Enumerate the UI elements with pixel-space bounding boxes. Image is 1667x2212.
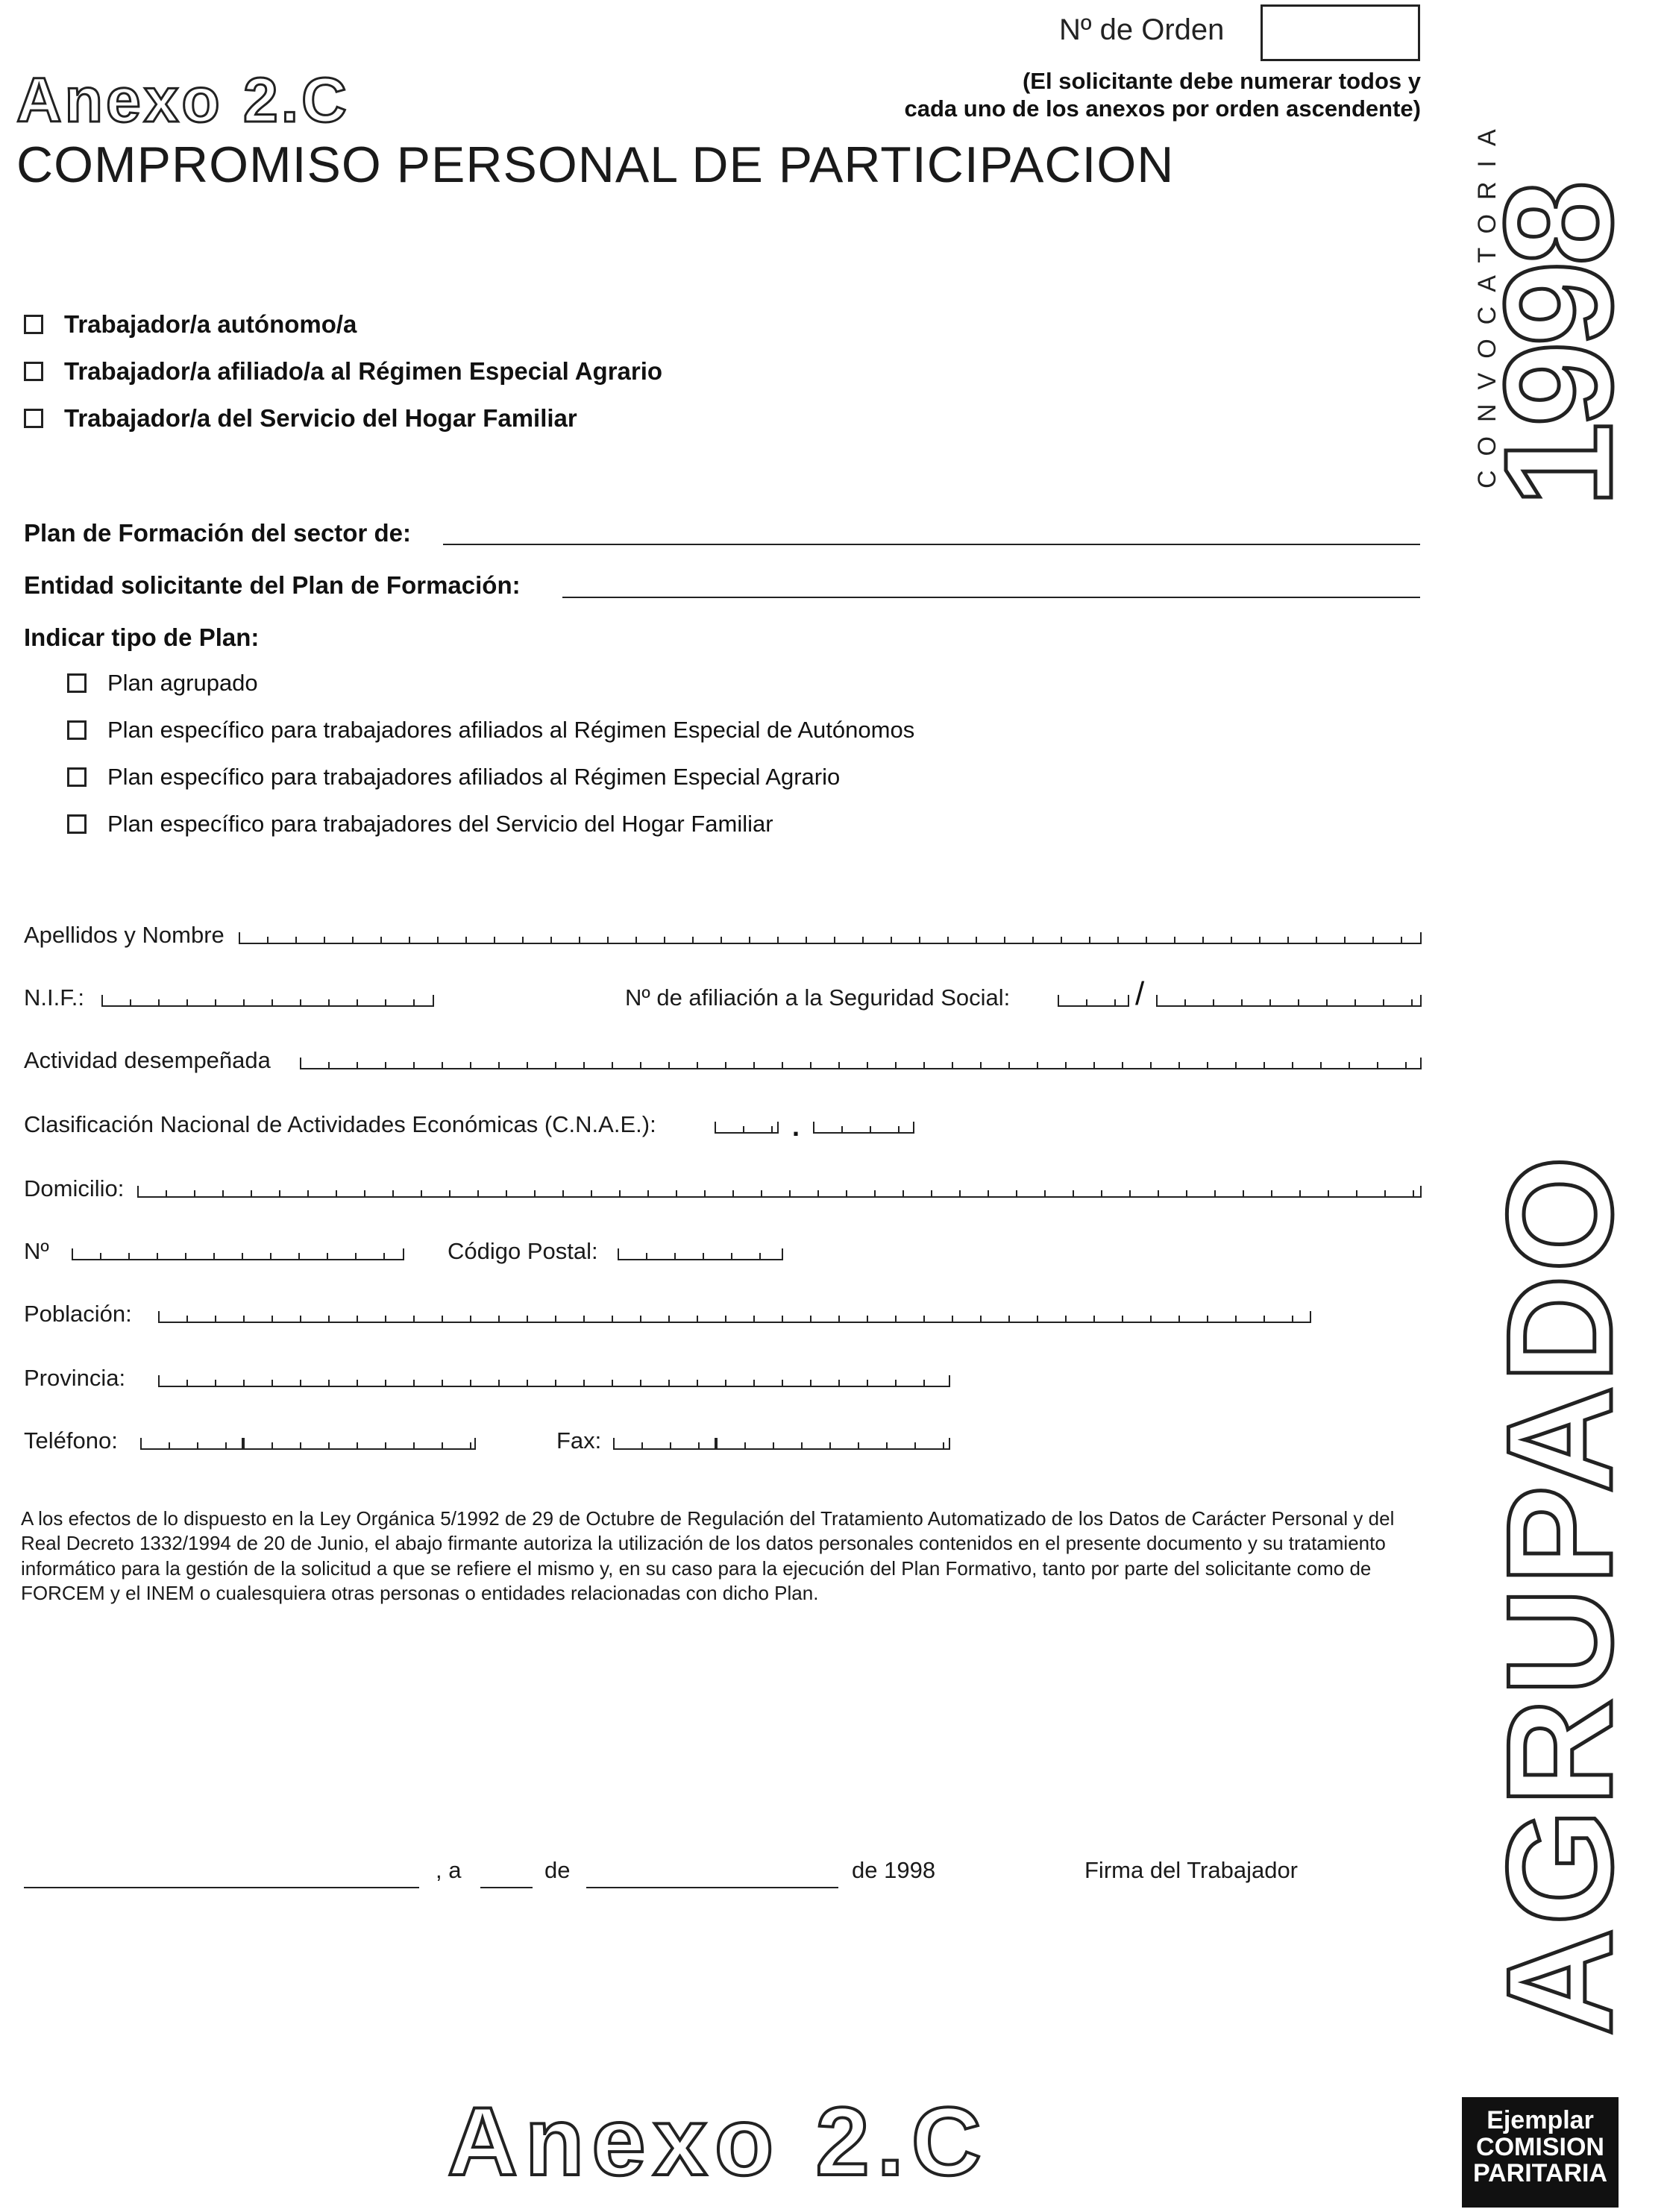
poblacion-label: Población:	[24, 1301, 132, 1327]
afiliacion-label: Nº de afiliación a la Seguridad Social:	[625, 984, 1011, 1011]
plan-option-label: Plan específico para trabajadores del Servicio del Hogar Familiar	[107, 811, 773, 837]
month-input[interactable]	[586, 1887, 838, 1888]
year-text: 1998	[1473, 184, 1626, 507]
telefono-label: Teléfono:	[24, 1427, 118, 1454]
plan-option-autonomos[interactable]	[67, 717, 914, 744]
plan-option-agrario[interactable]	[67, 764, 840, 791]
afiliacion-number-input[interactable]	[1156, 995, 1422, 1007]
worker-type-agrario[interactable]	[24, 357, 662, 386]
entidad-input[interactable]	[562, 597, 1420, 598]
worker-type-label: Trabajador/a afiliado/a al Régimen Especial Agrario	[64, 357, 663, 385]
codigo-postal-input[interactable]	[618, 1248, 783, 1260]
dot-separator: .	[792, 1111, 800, 1142]
plan-option-agrupado[interactable]	[67, 670, 258, 697]
checkbox[interactable]	[67, 720, 87, 740]
checkbox[interactable]	[24, 362, 43, 381]
domicilio-label: Domicilio:	[24, 1175, 125, 1201]
branding-svg	[1447, 0, 1626, 2058]
checkbox[interactable]	[67, 767, 87, 787]
actividad-input[interactable]	[300, 1058, 1422, 1069]
numero-input[interactable]	[72, 1248, 404, 1260]
place-input[interactable]	[24, 1887, 419, 1888]
apellidos-input[interactable]	[239, 932, 1422, 944]
day-input[interactable]	[480, 1887, 533, 1888]
signature-a-label: , a	[436, 1857, 462, 1883]
orden-input[interactable]	[1261, 4, 1420, 61]
cnae-part1-input[interactable]	[715, 1122, 779, 1134]
plan-sector-label: Plan de Formación del sector de:	[24, 519, 411, 547]
fax-number-input[interactable]	[716, 1438, 950, 1450]
domicilio-input[interactable]	[137, 1186, 1422, 1198]
signature-de-label: de	[544, 1857, 571, 1883]
fax-prefix-input[interactable]	[613, 1438, 716, 1450]
slash-separator: /	[1135, 975, 1145, 1012]
cnae-label: Clasificación Nacional de Actividades Económicas (C.N.A.E.):	[24, 1111, 656, 1137]
plan-sector-input[interactable]	[443, 544, 1420, 545]
checkbox[interactable]	[67, 814, 87, 834]
signature-firma-label: Firma del Trabajador	[1084, 1857, 1299, 1883]
orden-label: Nº de Orden	[1059, 13, 1225, 46]
convocatoria-text: CONVOCATORIA	[1473, 115, 1501, 488]
numbering-instruction	[904, 67, 1421, 122]
agrupado-text: AGRUPADO	[1477, 1153, 1626, 2036]
checkbox[interactable]	[24, 315, 43, 334]
ejemplar-line-2: COMISION	[1476, 2132, 1604, 2161]
plan-option-label: Plan agrupado	[107, 670, 258, 696]
worker-type-label: Trabajador/a del Servicio del Hogar Familiar	[64, 404, 577, 432]
fax-label: Fax:	[556, 1427, 602, 1454]
nif-label: N.I.F.:	[24, 984, 84, 1011]
apellidos-label: Apellidos y Nombre	[24, 922, 225, 948]
cnae-part2-input[interactable]	[813, 1122, 914, 1134]
signature-year-label: de 1998	[852, 1857, 936, 1883]
plan-option-label: Plan específico para trabajadores afiliados al Régimen Especial Agrario	[107, 764, 841, 790]
poblacion-input[interactable]	[158, 1311, 1311, 1323]
ejemplar-badge	[1462, 2097, 1619, 2208]
plan-option-hogar[interactable]	[67, 811, 773, 838]
afiliacion-prefix-input[interactable]	[1058, 995, 1129, 1007]
numero-label: Nº	[24, 1238, 49, 1264]
ejemplar-line-1: Ejemplar	[1487, 2106, 1594, 2134]
worker-type-hogar[interactable]	[24, 404, 577, 433]
sidebar-branding	[1447, 0, 1626, 2058]
provincia-input[interactable]	[158, 1375, 950, 1387]
entidad-label: Entidad solicitante del Plan de Formación:	[24, 571, 521, 599]
worker-type-label: Trabajador/a autónomo/a	[64, 310, 357, 338]
form-subtitle: COMPROMISO PERSONAL DE PARTICIPACION	[16, 136, 1175, 193]
actividad-label: Actividad desempeñada	[24, 1047, 271, 1073]
telefono-prefix-input[interactable]	[140, 1438, 243, 1450]
instruction-line-1: (El solicitante debe numerar todos y	[1022, 68, 1421, 94]
annex-title: Anexo 2.C	[16, 65, 350, 135]
legal-notice: A los efectos de lo dispuesto en la Ley Orgánica 5/1992 de 29 de Octubre de Regulación del Tratamiento Automatizado de los Datos de Carácter Personal y del Real Decreto 1332/1994 de 20 de Junio, el abajo firmante autoriza la utilización de los datos personales contenidos en el presente documento y su tratamiento informático para la gestión de la solicitud a que se refiere el mismo y, en su caso para la ejecución del Plan Formativo, tanto por parte del solicitante como de FORCEM y el INEM o cualesquiera otras personas o entidades relacionadas con dicho Plan.	[21, 1507, 1395, 1604]
worker-type-autonomo[interactable]	[24, 310, 357, 339]
footer-annex-title: Anexo 2.C	[448, 2087, 989, 2196]
checkbox[interactable]	[24, 409, 43, 428]
codigo-postal-label: Código Postal:	[448, 1238, 598, 1264]
plan-type-label: Indicar tipo de Plan:	[24, 623, 260, 651]
telefono-number-input[interactable]	[243, 1438, 476, 1450]
nif-input[interactable]	[101, 995, 434, 1007]
plan-option-label: Plan específico para trabajadores afiliados al Régimen Especial de Autónomos	[107, 717, 915, 743]
checkbox[interactable]	[67, 673, 87, 693]
provincia-label: Provincia:	[24, 1365, 126, 1391]
ejemplar-line-3: PARITARIA	[1472, 2159, 1608, 2188]
instruction-line-2: cada uno de los anexos por orden ascendente)	[904, 95, 1421, 122]
